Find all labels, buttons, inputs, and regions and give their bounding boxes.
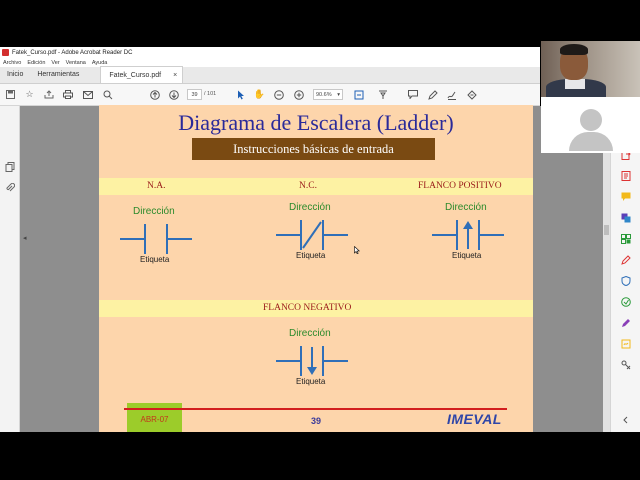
fill-sign-icon[interactable] (621, 318, 631, 328)
menu-ventana[interactable]: Ventana (65, 59, 86, 66)
header-flanco-negativo: FLANCO NEGATIVO (263, 303, 352, 313)
page-count: / 101 (204, 91, 217, 97)
tab-document-label: Fatek_Curso.pdf (109, 71, 162, 79)
self-view-placeholder (541, 97, 640, 153)
direccion-label-flanco-negativo: Dirección (289, 328, 331, 339)
search-icon[interactable] (101, 88, 114, 101)
tab-herramientas-label: Herramientas (37, 71, 80, 78)
highlight-pen-icon[interactable] (426, 88, 439, 101)
collapse-left-panel-icon[interactable]: ◂ (23, 235, 27, 242)
edit-pdf-icon[interactable] (621, 255, 631, 265)
left-nav-rail (0, 106, 20, 432)
zoom-select[interactable] (313, 89, 343, 100)
zoom-value: 90.6% (316, 91, 332, 98)
tab-document[interactable] (100, 66, 183, 83)
comment-tool-icon[interactable] (621, 192, 631, 202)
scrollbar-thumb[interactable] (604, 225, 609, 235)
page-thumbnails-icon[interactable] (5, 162, 15, 172)
participant-video (541, 41, 640, 97)
select-cursor-icon[interactable] (234, 88, 247, 101)
window-title: Fatek_Curso.pdf - Adobe Acrobat Reader DC (12, 49, 133, 56)
tab-inicio-label: Inicio (7, 71, 24, 78)
hand-icon[interactable]: ✋ (253, 89, 266, 99)
page-number-input[interactable]: 39 (187, 89, 202, 100)
share-icon[interactable] (465, 88, 478, 101)
menu-archivo[interactable]: Archivo (3, 59, 22, 66)
direccion-label-na: Dirección (133, 206, 175, 217)
acrobat-app-icon (2, 49, 9, 56)
imeval-logo: IMEVAL (447, 411, 502, 427)
contact-flanco-negativo-symbol (276, 344, 348, 378)
toolbar (0, 84, 540, 106)
title-bar (0, 47, 540, 58)
right-tools-pane (610, 140, 640, 432)
tab-inicio[interactable] (0, 66, 30, 83)
collapse-tools-pane-icon[interactable] (621, 415, 631, 425)
menu-ver[interactable]: Ver (51, 59, 60, 66)
mouse-cursor-icon (354, 246, 360, 254)
menu-edicion[interactable]: Edición (27, 59, 46, 66)
tab-bar (0, 67, 540, 84)
protect-icon[interactable] (621, 276, 631, 286)
contact-nc-symbol (276, 218, 348, 252)
menu-ayuda[interactable]: Ayuda (91, 59, 108, 66)
print-icon[interactable] (61, 88, 74, 101)
scroll-mode-icon[interactable] (352, 88, 365, 101)
avatar-icon (580, 109, 602, 131)
slide-title: Diagrama de Escalera (Ladder) (178, 110, 454, 135)
combine-files-icon[interactable] (621, 213, 631, 223)
chevron-down-icon: ▾ (337, 91, 340, 98)
bookmark-star-icon[interactable]: ☆ (25, 89, 34, 99)
upload-icon[interactable] (42, 88, 55, 101)
fit-page-icon[interactable] (376, 88, 389, 101)
slide-subtitle: Instrucciones básicas de entrada (192, 138, 435, 160)
close-tab-icon[interactable]: × (173, 71, 178, 79)
organize-pages-icon[interactable] (621, 234, 631, 244)
direccion-label-flanco-positivo: Dirección (445, 202, 487, 213)
more-tools-icon[interactable] (621, 360, 631, 370)
comment-icon[interactable] (406, 88, 419, 101)
save-icon[interactable] (4, 88, 17, 101)
contact-flanco-positivo-symbol (432, 218, 504, 252)
vertical-scrollbar[interactable] (603, 105, 610, 432)
contact-na-symbol (120, 222, 192, 256)
header-flanco-positivo: FLANCO POSITIVO (418, 181, 502, 191)
mail-icon[interactable] (81, 88, 94, 101)
header-nc: N.C. (299, 181, 317, 191)
etiqueta-label-flanco-negativo: Etiqueta (296, 377, 326, 386)
footer-divider (124, 408, 507, 410)
page-down-icon[interactable] (167, 88, 180, 101)
direccion-label-nc: Dirección (289, 202, 331, 213)
pdf-page[interactable] (99, 105, 533, 432)
send-signature-icon[interactable] (621, 339, 631, 349)
attachments-icon[interactable] (5, 183, 15, 193)
footer-page-number: 39 (311, 416, 322, 426)
tab-herramientas[interactable] (30, 66, 86, 83)
footer-date: ABR-07 (140, 415, 169, 424)
page-up-icon[interactable] (148, 88, 161, 101)
optimize-icon[interactable] (621, 297, 631, 307)
zoom-in-icon[interactable] (292, 88, 305, 101)
etiqueta-label-nc: Etiqueta (296, 251, 326, 260)
sign-icon[interactable] (445, 88, 458, 101)
header-na: N.A. (147, 181, 166, 191)
zoom-out-icon[interactable] (272, 88, 285, 101)
etiqueta-label-na: Etiqueta (140, 255, 170, 264)
etiqueta-label-flanco-positivo: Etiqueta (452, 251, 482, 260)
create-pdf-icon[interactable] (621, 171, 631, 181)
